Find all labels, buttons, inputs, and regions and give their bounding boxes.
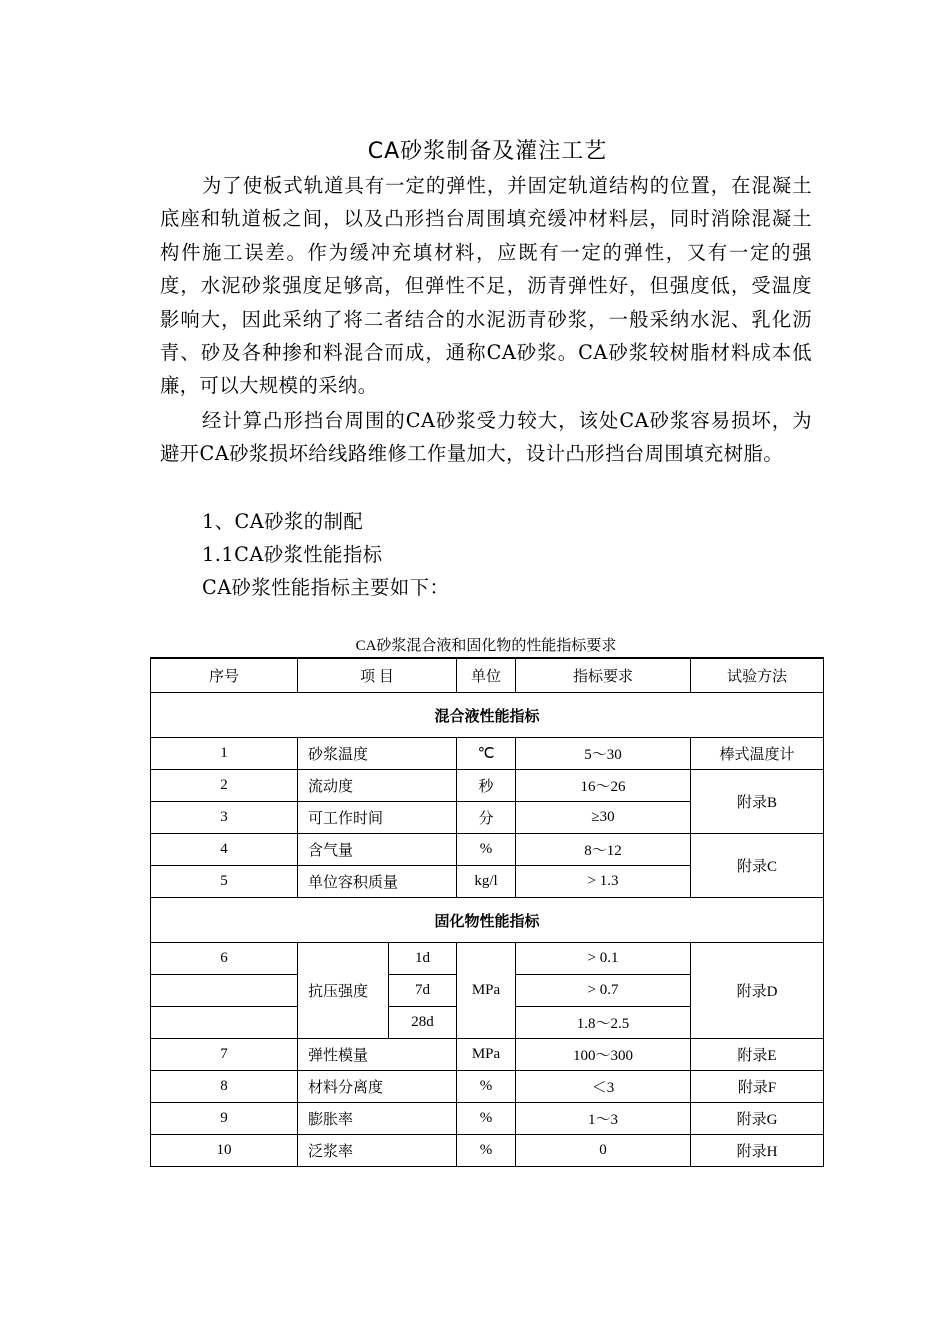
section-title-mixture: 混合液性能指标 — [151, 693, 824, 738]
cell-unit: MPa — [457, 943, 516, 1039]
cell-item: 单位容积质量 — [298, 866, 457, 898]
cell-requirement: ＜3 — [516, 1071, 691, 1103]
cell-requirement: 5～30 — [516, 738, 691, 770]
paragraph-1: 为了使板式轨道具有一定的弹性，并固定轨道结构的位置，在混凝土底座和轨道板之间，以及凸形挡台周围填充缓冲材料层，同时消除混凝土构件施工误差。作为缓冲充填材料，应既有一定的弹性，又有一定的强度，水泥砂浆强度足够高，但弹性不足，沥青弹性好，但强度低，受温度影响大，因此采纳了将二者结合的水泥沥青砂浆，一般采纳水泥、乳化沥青、砂及各种掺和料混合而成，通称CA砂浆。CA砂浆较树脂材料成本低廉，可以大规模的采纳。 — [160, 174, 812, 398]
section-heading-1-1: 1.1CA砂浆性能指标 — [202, 543, 383, 566]
cell-no: 3 — [151, 802, 298, 834]
section-heading-1: 1、CA砂浆的制配 — [202, 510, 364, 533]
table-row — [151, 834, 824, 866]
table-row — [151, 1071, 824, 1103]
paragraph-2: 经计算凸形挡台周围的CA砂浆受力较大，该处CA砂浆容易损坏，为避开CA砂浆损坏给线路维修工作量加大，设计凸形挡台周围填充树脂。 — [160, 409, 812, 466]
header-item: 项 目 — [298, 658, 457, 693]
cell-unit: MPa — [457, 1039, 516, 1071]
cell-item: 泛浆率 — [298, 1135, 457, 1167]
table-header-row — [151, 658, 824, 693]
cell-requirement: 1.8～2.5 — [516, 1007, 691, 1039]
intro-line: CA砂浆性能指标主要如下： — [202, 576, 450, 599]
table-row — [151, 1039, 824, 1071]
cell-no: 5 — [151, 866, 298, 898]
cell-no: 10 — [151, 1135, 298, 1167]
cell-item: 流动度 — [298, 770, 457, 802]
table-row — [151, 1135, 824, 1167]
cell-no: 4 — [151, 834, 298, 866]
cell-method: 棒式温度计 — [691, 738, 824, 770]
cell-no-empty — [151, 975, 298, 1007]
page-title: CA砂浆制备及灌注工艺 — [367, 139, 608, 164]
cell-unit: 秒 — [457, 770, 516, 802]
cell-age: 1d — [389, 943, 457, 975]
cell-method: 附录B — [691, 770, 824, 834]
cell-method: 附录F — [691, 1071, 824, 1103]
cell-method: 附录C — [691, 834, 824, 898]
cell-item: 可工作时间 — [298, 802, 457, 834]
cell-unit: % — [457, 834, 516, 866]
spec-table — [150, 657, 824, 1167]
cell-item: 材料分离度 — [298, 1071, 457, 1103]
cell-item: 砂浆温度 — [298, 738, 457, 770]
cell-age: 7d — [389, 975, 457, 1007]
cell-item: 含气量 — [298, 834, 457, 866]
cell-method: 附录E — [691, 1039, 824, 1071]
header-no: 序号 — [151, 658, 298, 693]
cell-no: 2 — [151, 770, 298, 802]
cell-method: 附录G — [691, 1103, 824, 1135]
cell-requirement: ≥30 — [516, 802, 691, 834]
cell-requirement: > 1.3 — [516, 866, 691, 898]
cell-unit: % — [457, 1135, 516, 1167]
cell-no: 8 — [151, 1071, 298, 1103]
header-requirement: 指标要求 — [516, 658, 691, 693]
cell-no-empty — [151, 1007, 298, 1039]
section-row-mixture — [151, 693, 824, 738]
cell-requirement: 0 — [516, 1135, 691, 1167]
cell-unit: 分 — [457, 802, 516, 834]
cell-no: 7 — [151, 1039, 298, 1071]
cell-requirement: > 0.1 — [516, 943, 691, 975]
cell-no: 9 — [151, 1103, 298, 1135]
cell-unit: % — [457, 1071, 516, 1103]
section-row-cured — [151, 898, 824, 943]
cell-no: 1 — [151, 738, 298, 770]
table-row — [151, 943, 824, 975]
cell-unit: kg/l — [457, 866, 516, 898]
cell-requirement: 100～300 — [516, 1039, 691, 1071]
cell-unit: ℃ — [457, 738, 516, 770]
cell-unit: % — [457, 1103, 516, 1135]
cell-requirement: 1～3 — [516, 1103, 691, 1135]
table-caption: CA砂浆混合液和固化物的性能指标要求 — [355, 638, 617, 654]
cell-item: 膨胀率 — [298, 1103, 457, 1135]
header-unit: 单位 — [457, 658, 516, 693]
header-test-method: 试验方法 — [691, 658, 824, 693]
table-row — [151, 1103, 824, 1135]
section-title-cured: 固化物性能指标 — [151, 898, 824, 943]
cell-method: 附录H — [691, 1135, 824, 1167]
cell-requirement: 16～26 — [516, 770, 691, 802]
table-row — [151, 770, 824, 802]
cell-age: 28d — [389, 1007, 457, 1039]
cell-method: 附录D — [691, 943, 824, 1039]
cell-requirement: 8～12 — [516, 834, 691, 866]
cell-item: 弹性模量 — [298, 1039, 457, 1071]
cell-requirement: > 0.7 — [516, 975, 691, 1007]
cell-item: 抗压强度 — [298, 943, 389, 1039]
cell-no: 6 — [151, 943, 298, 975]
table-row — [151, 738, 824, 770]
